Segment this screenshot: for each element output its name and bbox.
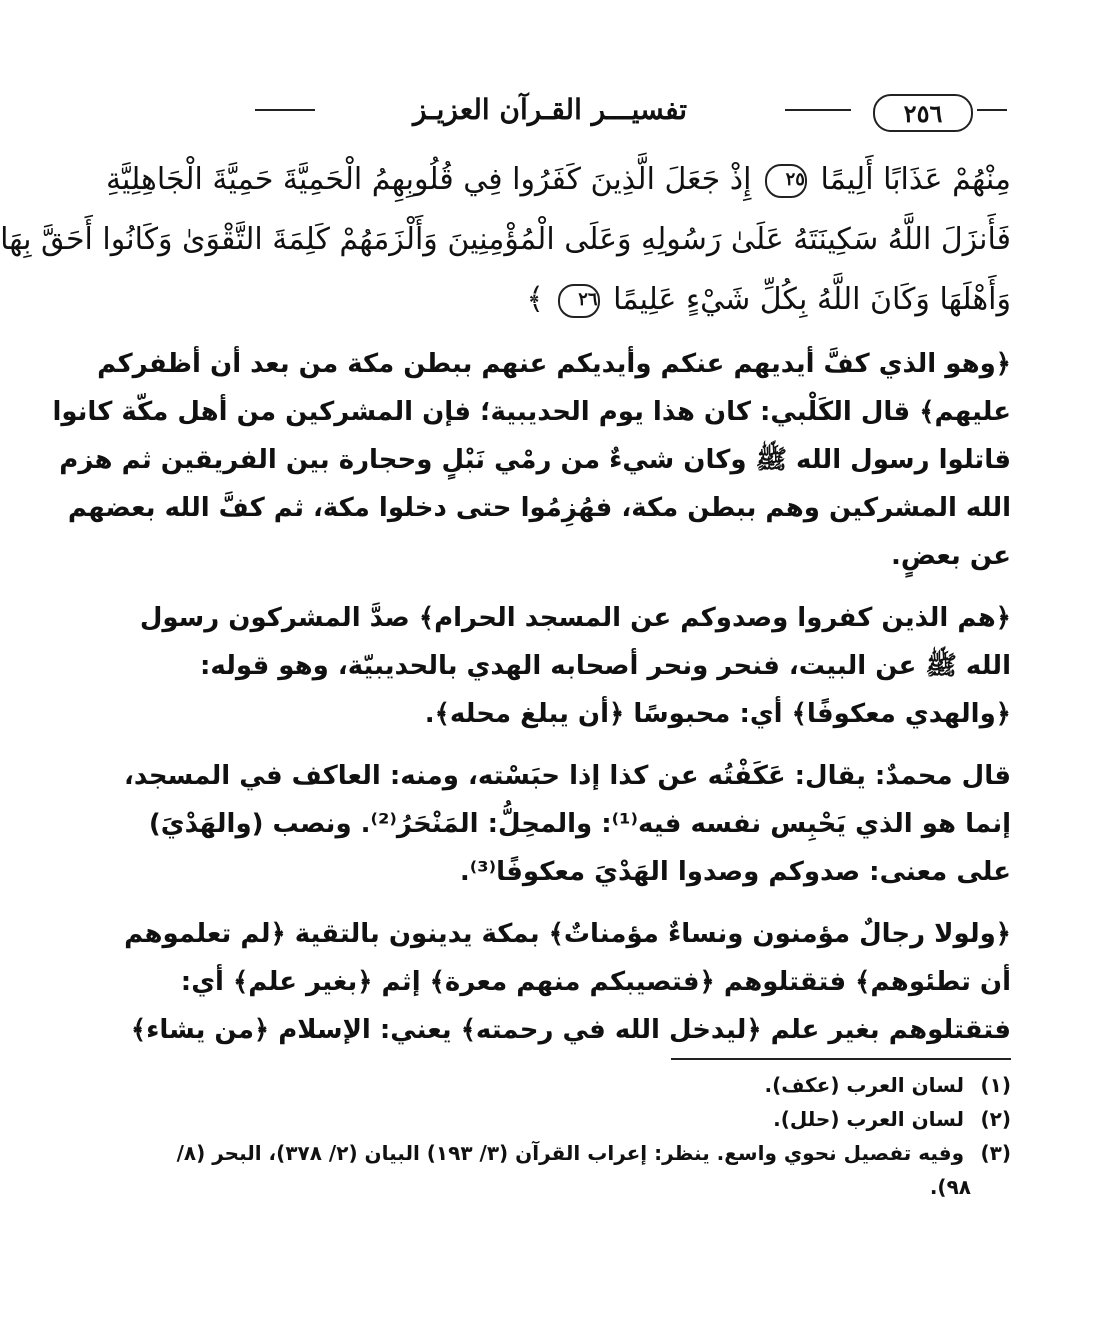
footnote-number: (٢) xyxy=(980,1107,1011,1131)
footnote-number: (٣) xyxy=(980,1141,1011,1165)
footnote-2 xyxy=(251,1102,1011,1136)
text-line: ﴿وهو الذي كفَّ أيديهم عنكم وأيديكم عنهم ببطن مكة من بعد أن أظفركم xyxy=(97,349,1011,379)
text-line: عن بعضٍ. xyxy=(891,541,1011,571)
text-line: ﴿ولولا رجالٌ مؤمنون ونساءٌ مؤمناتٌ﴾ بمكة يدينون بالتقية ﴿لم تعلموهم xyxy=(124,919,1011,949)
page-header xyxy=(255,88,995,132)
running-title: تفسيـــر القـرآن العزيـز xyxy=(315,90,785,130)
verse-line-1 xyxy=(105,150,1011,210)
verse-text: مِنْهُمْ عَذَابًا أَلِيمًا xyxy=(820,162,1011,197)
text-line: ﴿والهدي معكوفًا﴾ أي: محبوسًا ﴿أن يبلغ محله﴾. xyxy=(424,699,1011,729)
footnote-text: لسان العرب (حلل). xyxy=(773,1107,965,1131)
footnote-1 xyxy=(251,1068,1011,1102)
footnote-3 xyxy=(176,1136,1011,1170)
footnote-text: ٩٨). xyxy=(929,1175,971,1199)
text-line: الله المشركين وهم ببطن مكة، فهُزِمُوا حتى دخلوا مكة، ثم كفَّ الله بعضهم xyxy=(67,493,1011,523)
text-line: قال محمدٌ: يقال: عَكَفْتُه عن كذا إذا حبَسْته، ومنه: العاكف في المسجد، xyxy=(124,761,1011,791)
text-line: إنما هو الذي يَحْبِس نفسه فيه⁽¹⁾: والمحِلُّ: المَنْحَرُ⁽²⁾. ونصب (والهَدْيَ) xyxy=(148,809,1011,839)
footnote-number: (١) xyxy=(980,1073,1011,1097)
commentary xyxy=(52,340,1011,1068)
text-line: عليهم﴾ قال الكَلْبي: كان هذا يوم الحديبية؛ فإن المشركين من أهل مكّة كانوا xyxy=(52,397,1011,427)
paragraph-2 xyxy=(139,594,1011,738)
header-rule-right xyxy=(977,109,1007,111)
verse-text: إِذْ جَعَلَ الَّذِينَ كَفَرُوا فِي قُلُوبِهِمُ الْحَمِيَّةَ حَمِيَّةَ الْجَاهِلِيَّةِ xyxy=(105,162,752,197)
text-line: قاتلوا رسول الله ﷺ وكان شيءٌ من رمْي نَبْلٍ وحجارة بين الفريقين ثم هزم xyxy=(59,445,1011,475)
verse-close-bracket: ﴾ xyxy=(526,282,544,317)
text-line: على معنى: صدوكم وصدوا الهَدْيَ معكوفًا⁽³⁾. xyxy=(459,857,1011,887)
footnote-text: وفيه تفصيل نحوي واسع. ينظر: إعراب القرآن (٣/ ١٩٣) البيان (٢/ ٣٧٨)، البحر (٨/ xyxy=(176,1141,965,1165)
verse-line-3 xyxy=(251,270,1011,330)
text-line: فتقتلوهم بغير علم ﴿ليدخل الله في رحمته﴾ يعني: الإسلام ﴿من يشاء﴾ xyxy=(130,1015,1011,1045)
footnote-3-continued xyxy=(251,1170,1011,1204)
verse-text: فَأَنزَلَ اللَّهُ سَكِينَتَهُ عَلَىٰ رَسُولِهِ وَعَلَى الْمُؤْمِنِينَ وَأَلْزَمَهُمْ كَلِمَةَ التَّقْوَىٰ وَكَانُوا أَحَقَّ بِهَا xyxy=(0,222,1011,257)
text-line: أن تطئوهم﴾ فتقتلوهم ﴿فتصيبكم منهم معرة﴾ إثم ﴿بغير علم﴾ أي: xyxy=(180,967,1011,997)
paragraph-3 xyxy=(124,752,1011,896)
footnote-text: لسان العرب (عكف). xyxy=(764,1073,965,1097)
text-line: الله ﷺ عن البيت، فنحر ونحر أصحابه الهدي بالحديبيّة، وهو قوله: xyxy=(199,651,1011,681)
footnotes xyxy=(176,1068,1011,1204)
ayah-number-25: ٢٥ xyxy=(765,164,807,198)
footnote-separator xyxy=(671,1058,1011,1060)
text-line: ﴿هم الذين كفروا وصدوكم عن المسجد الحرام﴾ صدَّ المشركون رسول xyxy=(139,603,1011,633)
paragraph-4 xyxy=(124,910,1011,1054)
verse-line-2 xyxy=(0,210,1011,270)
verse-text: وَأَهْلَهَا وَكَانَ اللَّهُ بِكُلِّ شَيْءٍ عَلِيمًا xyxy=(613,282,1011,317)
page-number: ٢٥٦ xyxy=(903,98,943,128)
quran-verses xyxy=(0,150,1011,330)
ayah-number-26: ٢٦ xyxy=(558,284,600,318)
paragraph-1 xyxy=(52,340,1011,580)
page-number-badge xyxy=(873,94,973,132)
